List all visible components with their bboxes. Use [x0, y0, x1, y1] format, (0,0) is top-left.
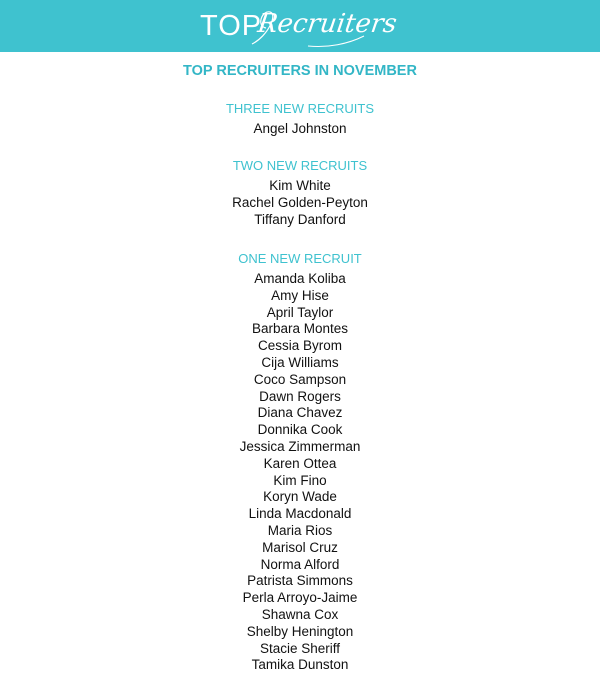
list-item: Kim White	[269, 178, 331, 193]
logo-script-text: Recruiters	[255, 9, 399, 39]
list-item: Patrista Simmons	[247, 573, 353, 589]
list-item: Perla Arroyo-Jaime	[242, 590, 358, 606]
list-item: Jessica Zimmerman	[239, 438, 361, 454]
list-item: Shawna Cox	[261, 606, 339, 622]
section-heading: THREE NEW RECRUITS	[225, 101, 375, 116]
list-item: Stacie Sheriff	[259, 640, 341, 656]
section-one-new-recruit	[0, 250, 600, 674]
list-item: Kim Fino	[273, 472, 327, 488]
list-item: Tiffany Danford	[254, 211, 346, 227]
list-item: Angel Johnston	[253, 121, 347, 136]
top-recruiters-logo	[200, 6, 399, 46]
names-list	[0, 121, 600, 138]
list-item: Maria Rios	[267, 522, 333, 538]
list-item: Karen Ottea	[263, 455, 337, 471]
logo-top-text: TOP	[200, 10, 263, 42]
list-item: Diana Chavez	[257, 405, 343, 421]
list-item: Dawn Rogers	[259, 388, 341, 404]
section-three-new-recruits	[0, 100, 600, 138]
header-banner	[0, 0, 600, 52]
names-list	[0, 271, 600, 674]
list-item: Shelby Henington	[246, 623, 354, 639]
list-item: Coco Sampson	[253, 371, 347, 387]
names-list	[0, 178, 600, 228]
section-two-new-recruits	[0, 157, 600, 228]
list-item: Cija Williams	[261, 354, 339, 370]
list-item: Amy Hise	[271, 287, 329, 303]
list-item: Koryn Wade	[263, 489, 337, 505]
list-item: Amanda Koliba	[254, 271, 346, 286]
section-heading: ONE NEW RECRUIT	[238, 251, 362, 266]
list-item: Rachel Golden-Peyton	[232, 194, 368, 210]
list-item: Norma Alford	[260, 556, 340, 572]
list-item: Linda Macdonald	[248, 506, 352, 522]
page-title: TOP RECRUITERS IN NOVEMBER	[183, 63, 417, 79]
list-item: Donnika Cook	[257, 422, 343, 438]
list-item: April Taylor	[266, 304, 334, 320]
list-item: Cessia Byrom	[257, 338, 343, 354]
list-item: Marisol Cruz	[262, 539, 338, 555]
list-item: Tamika Dunston	[251, 657, 349, 673]
list-item: Barbara Montes	[251, 321, 349, 337]
section-heading: TWO NEW RECRUITS	[232, 158, 368, 173]
